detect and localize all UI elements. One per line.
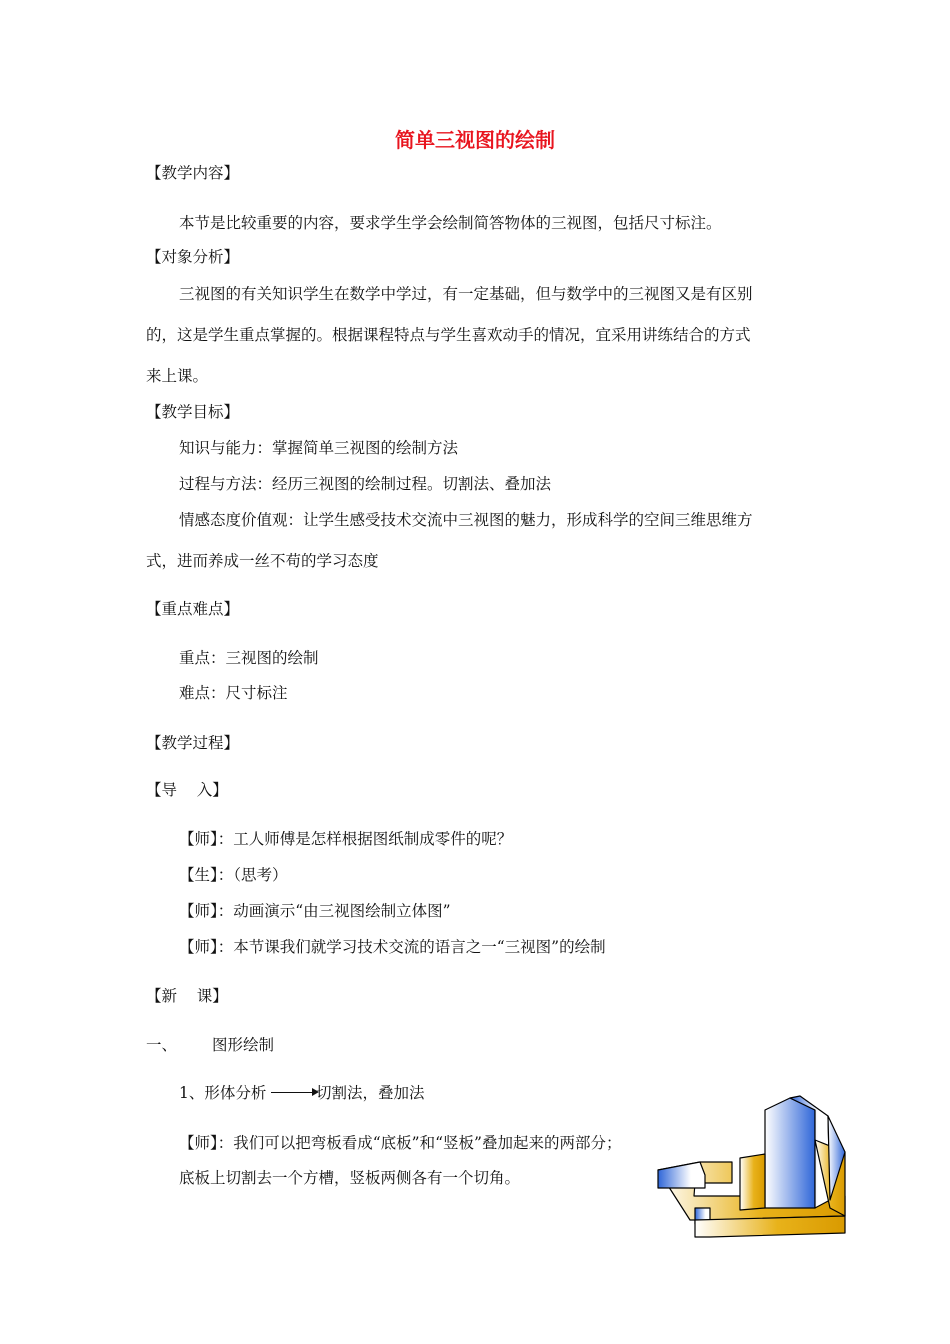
heading-analysis: 【对象分析】	[146, 248, 240, 266]
list-item-title: 图形绘制	[212, 1036, 275, 1054]
heading-process: 【教学过程】	[146, 734, 240, 752]
list-item-number: 一、	[146, 1036, 178, 1054]
analysis-line-2: 的，这是学生重点掌握的。根据课程特点与学生喜欢动手的情况，宜采用讲练结合的方式	[146, 326, 751, 344]
teacher-line: 【师】：我们可以把弯板看成“底板”和“竖板”叠加起来的两部分；	[179, 1134, 622, 1152]
keypoint-key: 重点：三视图的绘制	[179, 649, 319, 667]
intro-line-2: 【生】：（思考）	[179, 866, 288, 884]
heading-content: 【教学内容】	[146, 164, 240, 182]
analysis-line-1: 三视图的有关知识学生在数学中学过，有一定基础，但与数学中的三视图又是有区别	[179, 285, 753, 303]
keypoint-difficult: 难点：尺寸标注	[179, 684, 288, 702]
analysis-line-3: 来上课。	[146, 367, 209, 385]
bent-plate-3d-icon	[640, 1090, 855, 1245]
heading-newlesson: 【新 课】	[146, 987, 228, 1005]
goal-attitude-line-1: 情感态度价值观：让学生感受技术交流中三视图的魅力，形成科学的空间三维思维方	[179, 511, 753, 529]
goal-process: 过程与方法：经历三视图的绘制过程。切割法、叠加法	[179, 475, 552, 493]
subitem-methods: 切割法，叠加法	[316, 1084, 425, 1102]
heading-intro: 【导 入】	[146, 781, 228, 799]
goal-attitude-line-2: 式，进而养成一丝不苟的学习态度	[146, 552, 379, 570]
intro-line-4: 【师】：本节课我们就学习技术交流的语言之一“三视图”的绘制	[179, 938, 606, 956]
heading-keypoints: 【重点难点】	[146, 600, 240, 618]
content-paragraph: 本节是比较重要的内容，要求学生学会绘制简答物体的三视图，包括尺寸标注。	[179, 214, 722, 232]
teacher-line-2: 底板上切割去一个方槽，竖板两侧各有一个切角。	[179, 1169, 521, 1187]
document-title: 简单三视图的绘制	[395, 128, 555, 152]
intro-line-3: 【师】：动画演示“由三视图绘制立体图”	[179, 902, 451, 920]
arrow-line	[271, 1092, 315, 1093]
goal-knowledge: 知识与能力：掌握简单三视图的绘制方法	[179, 439, 459, 457]
subitem-shape-analysis: 1、形体分析	[179, 1084, 267, 1102]
intro-line-1: 【师】：工人师傅是怎样根据图纸制成零件的呢？	[179, 830, 513, 848]
heading-goals: 【教学目标】	[146, 403, 240, 421]
